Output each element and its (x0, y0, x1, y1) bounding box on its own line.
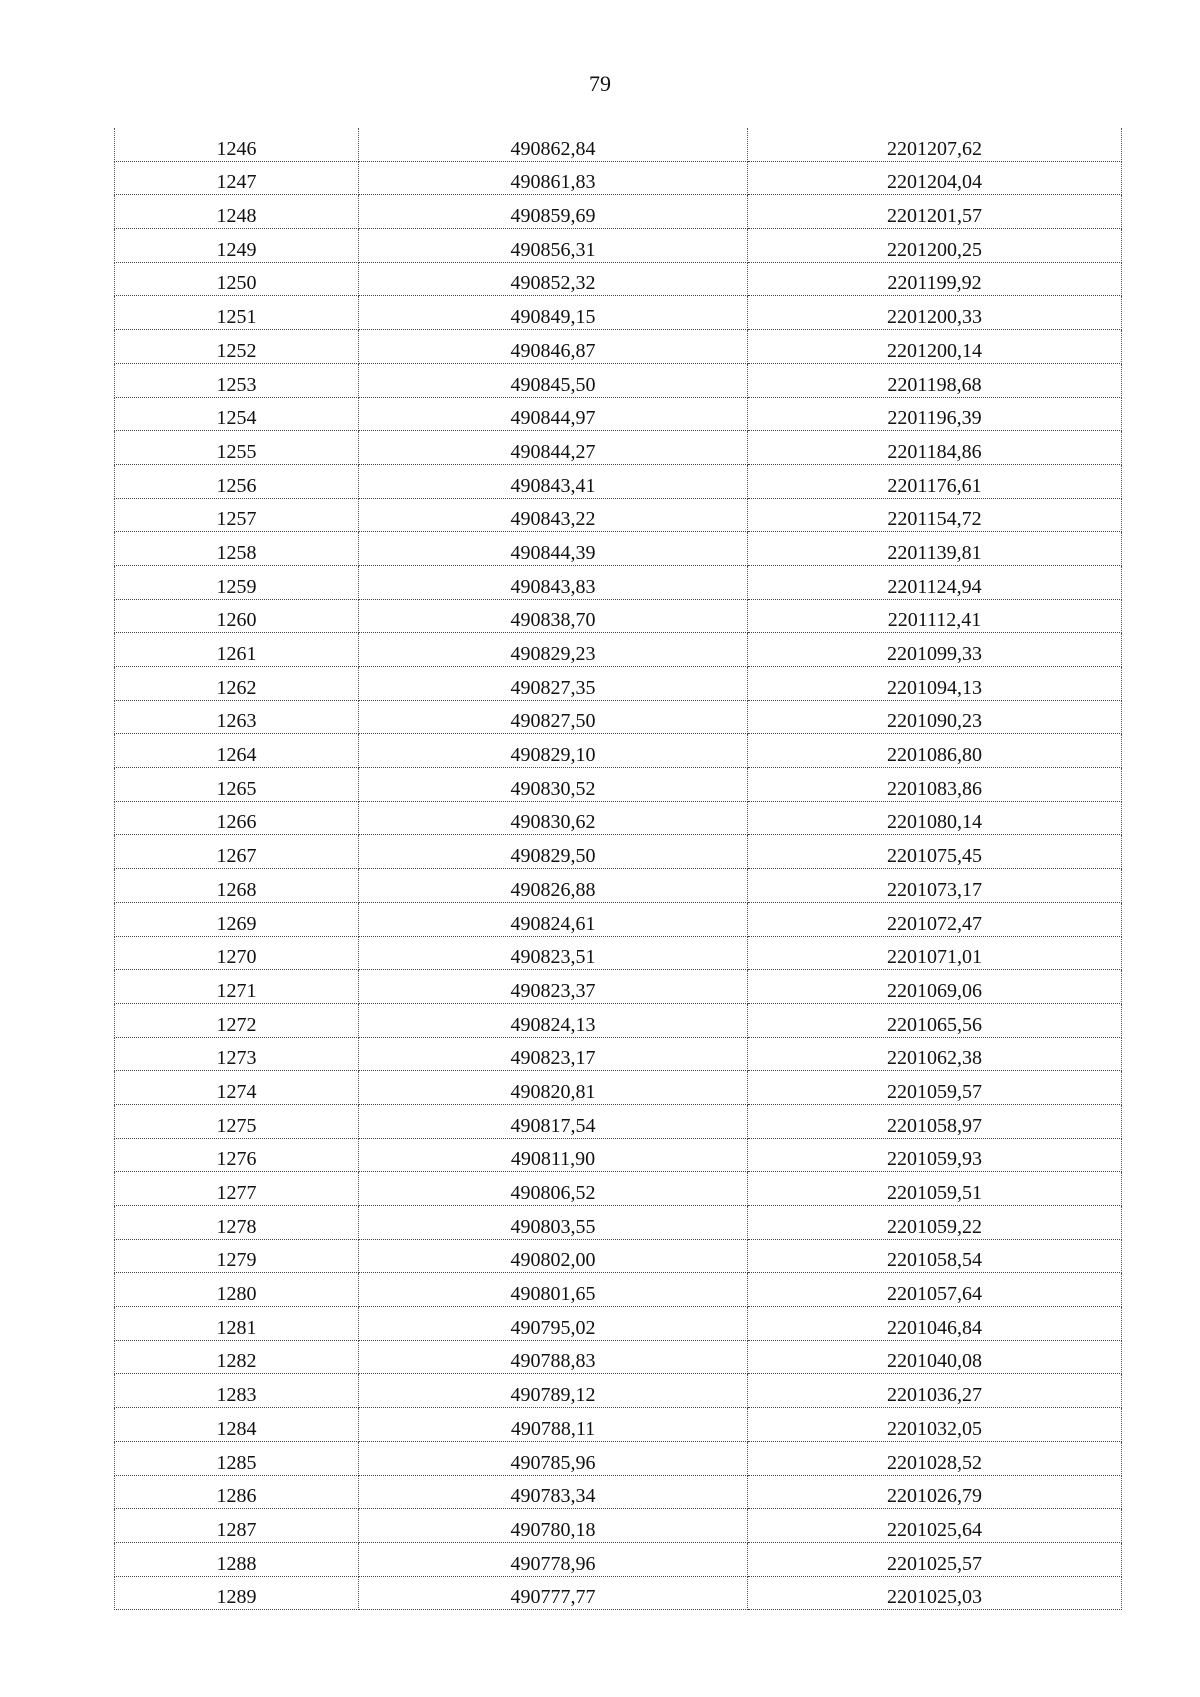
x-coordinate-cell: 490843,83 (359, 565, 748, 599)
table-row (115, 700, 1122, 734)
y-coordinate-cell: 2201184,86 (748, 431, 1122, 465)
point-number-cell: 1284 (115, 1408, 359, 1442)
y-coordinate-cell: 2201062,38 (748, 1037, 1122, 1071)
table-row (115, 667, 1122, 701)
table-row (115, 1071, 1122, 1105)
y-coordinate-cell: 2201112,41 (748, 599, 1122, 633)
x-coordinate-cell: 490829,50 (359, 835, 748, 869)
y-coordinate-cell: 2201071,01 (748, 936, 1122, 970)
x-coordinate-cell: 490823,51 (359, 936, 748, 970)
y-coordinate-cell: 2201099,33 (748, 633, 1122, 667)
point-number-cell: 1287 (115, 1509, 359, 1543)
table-row (115, 1576, 1122, 1610)
y-coordinate-cell: 2201201,57 (748, 195, 1122, 229)
x-coordinate-cell: 490826,88 (359, 869, 748, 903)
y-coordinate-cell: 2201200,33 (748, 296, 1122, 330)
point-number-cell: 1271 (115, 970, 359, 1004)
y-coordinate-cell: 2201046,84 (748, 1307, 1122, 1341)
y-coordinate-cell: 2201065,56 (748, 1003, 1122, 1037)
y-coordinate-cell: 2201057,64 (748, 1273, 1122, 1307)
y-coordinate-cell: 2201075,45 (748, 835, 1122, 869)
y-coordinate-cell: 2201204,04 (748, 161, 1122, 195)
table-row (115, 1172, 1122, 1206)
x-coordinate-cell: 490788,11 (359, 1408, 748, 1442)
x-coordinate-cell: 490852,32 (359, 262, 748, 296)
x-coordinate-cell: 490783,34 (359, 1475, 748, 1509)
point-number-cell: 1279 (115, 1239, 359, 1273)
table-row (115, 1104, 1122, 1138)
table-row (115, 902, 1122, 936)
x-coordinate-cell: 490843,41 (359, 464, 748, 498)
x-coordinate-cell: 490843,22 (359, 498, 748, 532)
x-coordinate-cell: 490856,31 (359, 229, 748, 263)
table-row (115, 1509, 1122, 1543)
table-row (115, 1441, 1122, 1475)
x-coordinate-cell: 490823,17 (359, 1037, 748, 1071)
table-row (115, 801, 1122, 835)
x-coordinate-cell: 490801,65 (359, 1273, 748, 1307)
y-coordinate-cell: 2201026,79 (748, 1475, 1122, 1509)
y-coordinate-cell: 2201040,08 (748, 1340, 1122, 1374)
table-row (115, 397, 1122, 431)
point-number-cell: 1270 (115, 936, 359, 970)
table-row (115, 363, 1122, 397)
point-number-cell: 1249 (115, 229, 359, 263)
x-coordinate-cell: 490844,39 (359, 532, 748, 566)
table-row (115, 532, 1122, 566)
point-number-cell: 1263 (115, 700, 359, 734)
point-number-cell: 1289 (115, 1576, 359, 1610)
point-number-cell: 1272 (115, 1003, 359, 1037)
x-coordinate-cell: 490824,13 (359, 1003, 748, 1037)
point-number-cell: 1248 (115, 195, 359, 229)
x-coordinate-cell: 490795,02 (359, 1307, 748, 1341)
y-coordinate-cell: 2201059,57 (748, 1071, 1122, 1105)
x-coordinate-cell: 490824,61 (359, 902, 748, 936)
x-coordinate-cell: 490830,62 (359, 801, 748, 835)
table-row (115, 431, 1122, 465)
table-row (115, 869, 1122, 903)
point-number-cell: 1253 (115, 363, 359, 397)
y-coordinate-cell: 2201028,52 (748, 1441, 1122, 1475)
point-number-cell: 1250 (115, 262, 359, 296)
point-number-cell: 1278 (115, 1206, 359, 1240)
x-coordinate-cell: 490844,97 (359, 397, 748, 431)
point-number-cell: 1277 (115, 1172, 359, 1206)
x-coordinate-cell: 490846,87 (359, 330, 748, 364)
y-coordinate-cell: 2201032,05 (748, 1408, 1122, 1442)
table-row (115, 262, 1122, 296)
y-coordinate-cell: 2201199,92 (748, 262, 1122, 296)
y-coordinate-cell: 2201154,72 (748, 498, 1122, 532)
y-coordinate-cell: 2201196,39 (748, 397, 1122, 431)
table-row (115, 195, 1122, 229)
table-row (115, 1003, 1122, 1037)
table-row (115, 498, 1122, 532)
point-number-cell: 1261 (115, 633, 359, 667)
table-row (115, 835, 1122, 869)
y-coordinate-cell: 2201025,57 (748, 1542, 1122, 1576)
point-number-cell: 1281 (115, 1307, 359, 1341)
point-number-cell: 1274 (115, 1071, 359, 1105)
table-row (115, 1408, 1122, 1442)
table-row (115, 1037, 1122, 1071)
x-coordinate-cell: 490780,18 (359, 1509, 748, 1543)
y-coordinate-cell: 2201198,68 (748, 363, 1122, 397)
x-coordinate-cell: 490778,96 (359, 1542, 748, 1576)
point-number-cell: 1282 (115, 1340, 359, 1374)
table-row (115, 128, 1122, 161)
x-coordinate-cell: 490829,23 (359, 633, 748, 667)
y-coordinate-cell: 2201090,23 (748, 700, 1122, 734)
table-row (115, 1542, 1122, 1576)
table-row (115, 1307, 1122, 1341)
point-number-cell: 1255 (115, 431, 359, 465)
x-coordinate-cell: 490861,83 (359, 161, 748, 195)
point-number-cell: 1247 (115, 161, 359, 195)
point-number-cell: 1252 (115, 330, 359, 364)
point-number-cell: 1258 (115, 532, 359, 566)
x-coordinate-cell: 490789,12 (359, 1374, 748, 1408)
point-number-cell: 1259 (115, 565, 359, 599)
y-coordinate-cell: 2201086,80 (748, 734, 1122, 768)
point-number-cell: 1264 (115, 734, 359, 768)
y-coordinate-cell: 2201058,54 (748, 1239, 1122, 1273)
x-coordinate-cell: 490785,96 (359, 1441, 748, 1475)
x-coordinate-cell: 490802,00 (359, 1239, 748, 1273)
y-coordinate-cell: 2201080,14 (748, 801, 1122, 835)
point-number-cell: 1267 (115, 835, 359, 869)
table-row (115, 633, 1122, 667)
x-coordinate-cell: 490859,69 (359, 195, 748, 229)
x-coordinate-cell: 490849,15 (359, 296, 748, 330)
point-number-cell: 1285 (115, 1441, 359, 1475)
x-coordinate-cell: 490830,52 (359, 768, 748, 802)
x-coordinate-cell: 490827,50 (359, 700, 748, 734)
point-number-cell: 1260 (115, 599, 359, 633)
y-coordinate-cell: 2201059,22 (748, 1206, 1122, 1240)
x-coordinate-cell: 490845,50 (359, 363, 748, 397)
x-coordinate-cell: 490806,52 (359, 1172, 748, 1206)
table-row (115, 330, 1122, 364)
point-number-cell: 1254 (115, 397, 359, 431)
table-row (115, 1374, 1122, 1408)
y-coordinate-cell: 2201072,47 (748, 902, 1122, 936)
table-row (115, 1239, 1122, 1273)
point-number-cell: 1257 (115, 498, 359, 532)
point-number-cell: 1251 (115, 296, 359, 330)
point-number-cell: 1286 (115, 1475, 359, 1509)
y-coordinate-cell: 2201200,25 (748, 229, 1122, 263)
y-coordinate-cell: 2201139,81 (748, 532, 1122, 566)
x-coordinate-cell: 490838,70 (359, 599, 748, 633)
y-coordinate-cell: 2201176,61 (748, 464, 1122, 498)
point-number-cell: 1262 (115, 667, 359, 701)
table-row (115, 464, 1122, 498)
point-number-cell: 1275 (115, 1104, 359, 1138)
table-row (115, 1206, 1122, 1240)
point-number-cell: 1265 (115, 768, 359, 802)
y-coordinate-cell: 2201069,06 (748, 970, 1122, 1004)
y-coordinate-cell: 2201200,14 (748, 330, 1122, 364)
x-coordinate-cell: 490803,55 (359, 1206, 748, 1240)
x-coordinate-cell: 490829,10 (359, 734, 748, 768)
table-row (115, 936, 1122, 970)
y-coordinate-cell: 2201059,51 (748, 1172, 1122, 1206)
y-coordinate-cell: 2201036,27 (748, 1374, 1122, 1408)
y-coordinate-cell: 2201124,94 (748, 565, 1122, 599)
table-row (115, 296, 1122, 330)
point-number-cell: 1273 (115, 1037, 359, 1071)
point-number-cell: 1288 (115, 1542, 359, 1576)
y-coordinate-cell: 2201207,62 (748, 128, 1122, 161)
table-row (115, 565, 1122, 599)
y-coordinate-cell: 2201073,17 (748, 869, 1122, 903)
table-row (115, 229, 1122, 263)
point-number-cell: 1283 (115, 1374, 359, 1408)
x-coordinate-cell: 490823,37 (359, 970, 748, 1004)
x-coordinate-cell: 490827,35 (359, 667, 748, 701)
table-row (115, 161, 1122, 195)
point-number-cell: 1268 (115, 869, 359, 903)
table-row (115, 599, 1122, 633)
point-number-cell: 1280 (115, 1273, 359, 1307)
table-row (115, 734, 1122, 768)
point-number-cell: 1266 (115, 801, 359, 835)
y-coordinate-cell: 2201083,86 (748, 768, 1122, 802)
table-row (115, 1273, 1122, 1307)
y-coordinate-cell: 2201025,64 (748, 1509, 1122, 1543)
point-number-cell: 1246 (115, 128, 359, 161)
y-coordinate-cell: 2201058,97 (748, 1104, 1122, 1138)
x-coordinate-cell: 490820,81 (359, 1071, 748, 1105)
x-coordinate-cell: 490844,27 (359, 431, 748, 465)
y-coordinate-cell: 2201094,13 (748, 667, 1122, 701)
coordinates-table-body (115, 128, 1122, 1610)
page-number: 79 (589, 71, 611, 96)
point-number-cell: 1256 (115, 464, 359, 498)
x-coordinate-cell: 490862,84 (359, 128, 748, 161)
x-coordinate-cell: 490788,83 (359, 1340, 748, 1374)
table-row (115, 1475, 1122, 1509)
coordinates-table (114, 128, 1122, 1610)
point-number-cell: 1276 (115, 1138, 359, 1172)
table-row (115, 970, 1122, 1004)
table-row (115, 1138, 1122, 1172)
x-coordinate-cell: 490817,54 (359, 1104, 748, 1138)
y-coordinate-cell: 2201059,93 (748, 1138, 1122, 1172)
y-coordinate-cell: 2201025,03 (748, 1576, 1122, 1610)
table-row (115, 1340, 1122, 1374)
point-number-cell: 1269 (115, 902, 359, 936)
table-row (115, 768, 1122, 802)
x-coordinate-cell: 490777,77 (359, 1576, 748, 1610)
x-coordinate-cell: 490811,90 (359, 1138, 748, 1172)
